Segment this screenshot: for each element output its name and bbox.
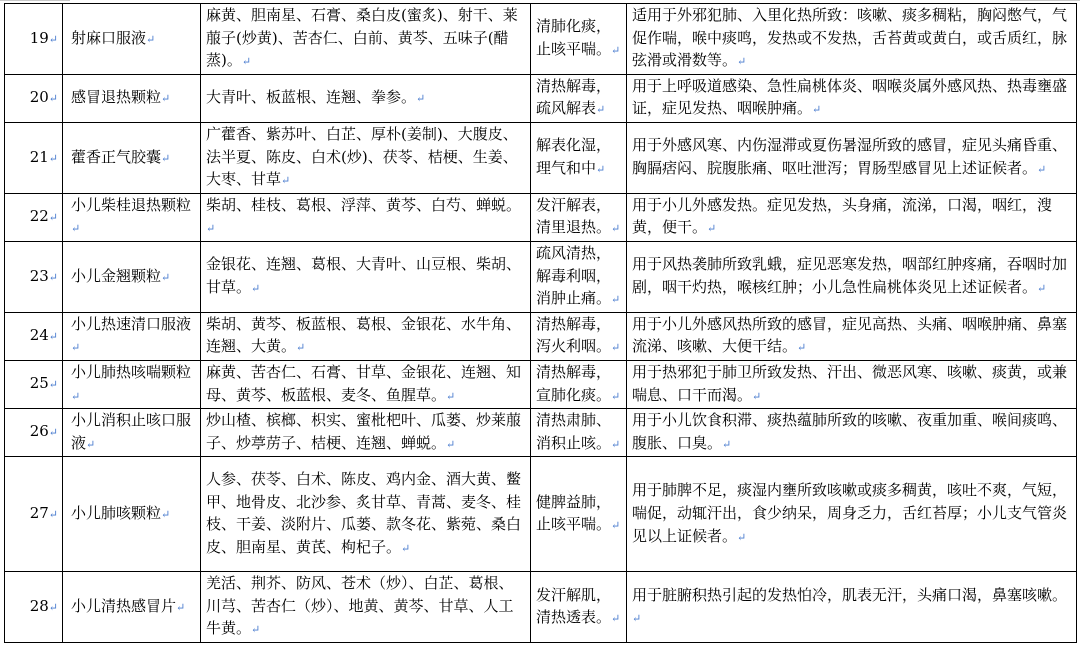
ingredients-cell bbox=[201, 241, 531, 312]
effect-cell bbox=[531, 241, 627, 312]
row-number-cell bbox=[5, 193, 63, 241]
paragraph-mark-icon: ↵ bbox=[161, 92, 171, 106]
effect-text: 发汗解肌，清热透表。 bbox=[536, 585, 612, 627]
paragraph-mark-icon: ↵ bbox=[176, 600, 186, 614]
effect-text: 疏风清热，解毒利咽，消肿止痛。 bbox=[536, 243, 612, 308]
table-row bbox=[5, 241, 1077, 312]
row-number-cell bbox=[5, 122, 63, 193]
effect-cell bbox=[531, 193, 627, 241]
paragraph-mark-icon: ↵ bbox=[611, 43, 621, 57]
paragraph-mark-icon: ↵ bbox=[1037, 162, 1047, 176]
indication-cell bbox=[627, 312, 1077, 360]
row-number-cell bbox=[5, 74, 63, 122]
drug-name: 小儿柴桂退热颗粒 bbox=[71, 195, 192, 214]
paragraph-mark-icon: ↵ bbox=[206, 222, 216, 236]
paragraph-mark-icon: ↵ bbox=[737, 55, 747, 69]
ingredients-cell bbox=[201, 457, 531, 572]
row-number: 21 bbox=[29, 147, 49, 166]
paragraph-mark-icon: ↵ bbox=[611, 519, 621, 533]
row-number-cell bbox=[5, 572, 63, 643]
indication-text: 适用于外邪犯肺、入里化热所致：咳嗽、痰多稠粘，胸闷憋气，气促作喘，喉中痰鸣，发热或不发热，舌苔黄或黄白，或舌质红，脉弦滑或滑数等。 bbox=[632, 6, 1068, 70]
ingredients-text: 人参、茯苓、白术、陈皮、鸡内金、酒大黄、鳖甲、地骨皮、北沙参、炙甘草、青蒿、麦冬、桂枝、干姜、淡附片、瓜蒌、款冬花、紫菀、桑白皮、胆南星、黄芪、枸杞子。 bbox=[206, 470, 522, 556]
paragraph-mark-icon: ↵ bbox=[401, 541, 411, 555]
drug-name: 小儿肺咳颗粒 bbox=[71, 503, 162, 522]
paragraph-mark-icon: ↵ bbox=[146, 32, 156, 46]
row-number-cell bbox=[5, 457, 63, 572]
paragraph-mark-icon: ↵ bbox=[48, 378, 58, 392]
effect-cell bbox=[531, 457, 627, 572]
ingredients-cell bbox=[201, 122, 531, 193]
drug-name: 小儿金翘颗粒 bbox=[71, 266, 162, 285]
indication-cell bbox=[627, 572, 1077, 643]
effect-cell bbox=[531, 4, 627, 75]
row-number: 22 bbox=[29, 207, 49, 226]
ingredients-text: 大青叶、板蓝根、连翘、拳参。 bbox=[206, 88, 417, 107]
paragraph-mark-icon: ↵ bbox=[1037, 281, 1047, 295]
row-number: 24 bbox=[29, 326, 49, 345]
indication-text: 用于小儿饮食积滞、痰热蕴肺所致的咳嗽、夜重加重、喉间痰鸣、腹胀、口臭。 bbox=[632, 411, 1068, 452]
paragraph-mark-icon: ↵ bbox=[161, 270, 171, 284]
paragraph-mark-icon: ↵ bbox=[71, 389, 81, 403]
effect-text: 解表化湿，理气和中 bbox=[536, 136, 612, 177]
paragraph-mark-icon: ↵ bbox=[611, 293, 621, 307]
paragraph-mark-icon: ↵ bbox=[48, 211, 58, 225]
paragraph-mark-icon: ↵ bbox=[722, 437, 732, 451]
ingredients-text: 羌活、荆芥、防风、苍术（炒）、白芷、葛根、川芎、苦杏仁（炒）、地黄、黄芩、甘草、人工牛黄。 bbox=[206, 574, 514, 638]
paragraph-mark-icon: ↵ bbox=[48, 151, 58, 165]
effect-text: 清热解毒，宣肺化痰。 bbox=[536, 362, 612, 404]
drug-name: 藿香正气胶囊 bbox=[71, 147, 162, 166]
row-number: 19 bbox=[29, 28, 49, 47]
paragraph-mark-icon: ↵ bbox=[48, 92, 58, 106]
row-number: 28 bbox=[29, 596, 49, 615]
row-number-cell bbox=[5, 312, 63, 360]
row-number: 25 bbox=[29, 374, 49, 393]
indication-text: 用于小儿外感风热所致的感冒，症见高热、头痛、咽喉肿痛、鼻塞流涕、咳嗽、大便干结。 bbox=[632, 314, 1068, 356]
indication-cell bbox=[627, 241, 1077, 312]
table-row bbox=[5, 572, 1077, 643]
drug-name: 小儿清热感冒片 bbox=[71, 596, 177, 615]
ingredients-text: 麻黄、胆南星、石膏、桑白皮(蜜炙)、射干、莱菔子(炒黄)、苦杏仁、白前、黄芩、五味子(醋蒸)。 bbox=[206, 6, 518, 70]
indication-text: 用于肺脾不足，痰湿内壅所致咳嗽或痰多稠黄，咳吐不爽，气短，喘促，动辄汗出，食少纳呆，周身乏力，舌红苔厚；小儿支气管炎见以上证候者。 bbox=[632, 481, 1068, 545]
paragraph-mark-icon: ↵ bbox=[632, 612, 642, 626]
row-number-cell bbox=[5, 241, 63, 312]
paragraph-mark-icon: ↵ bbox=[611, 222, 621, 236]
indication-text: 用于脏腑积热引起的发热怕冷，肌表无汗，头痛口渴，鼻塞咳嗽。 bbox=[632, 585, 1068, 604]
paragraph-mark-icon: ↵ bbox=[161, 507, 171, 521]
indication-cell bbox=[627, 193, 1077, 241]
paragraph-mark-icon: ↵ bbox=[161, 151, 171, 165]
drug-name-cell bbox=[63, 360, 201, 408]
paragraph-mark-icon: ↵ bbox=[241, 55, 252, 69]
effect-text: 清肺化痰，止咳平喘。 bbox=[536, 17, 612, 58]
indication-cell bbox=[627, 409, 1077, 457]
ingredients-cell bbox=[201, 193, 531, 241]
ingredients-text: 炒山楂、槟榔、枳实、蜜枇杷叶、瓜蒌、炒莱菔子、炒葶苈子、桔梗、连翘、蝉蜕。 bbox=[206, 411, 522, 452]
indication-cell bbox=[627, 74, 1077, 122]
paragraph-mark-icon: ↵ bbox=[48, 270, 58, 284]
drug-name-cell bbox=[63, 193, 201, 241]
paragraph-mark-icon: ↵ bbox=[251, 623, 261, 637]
paragraph-mark-icon: ↵ bbox=[86, 437, 96, 451]
drug-name-cell bbox=[63, 409, 201, 457]
row-number: 20 bbox=[29, 88, 49, 107]
paragraph-mark-icon: ↵ bbox=[416, 92, 426, 106]
ingredients-text: 麻黄、苦杏仁、石膏、甘草、金银花、连翘、知母、黄芩、板蓝根、麦冬、鱼腥草。 bbox=[206, 362, 522, 404]
paragraph-mark-icon: ↵ bbox=[48, 507, 58, 521]
indication-text: 用于热邪犯于肺卫所致发热、汗出、微恶风寒、咳嗽、痰黄，或兼喘息、口干而渴。 bbox=[632, 362, 1068, 404]
effect-text: 清热解毒，疏风解表 bbox=[536, 76, 612, 118]
drug-name: 射麻口服液 bbox=[71, 28, 147, 47]
row-number-cell bbox=[5, 409, 63, 457]
paragraph-mark-icon: ↵ bbox=[596, 103, 606, 117]
row-number: 27 bbox=[29, 503, 49, 522]
row-number: 23 bbox=[29, 266, 49, 285]
indication-cell bbox=[627, 4, 1077, 75]
drug-name-cell bbox=[63, 74, 201, 122]
paragraph-mark-icon: ↵ bbox=[251, 281, 261, 295]
effect-cell bbox=[531, 572, 627, 643]
drug-name-cell bbox=[63, 312, 201, 360]
indication-text: 用于风热袭肺所致乳蛾，症见恶寒发热，咽部红肿疼痛，吞咽时加剧，咽干灼热，喉核红肿；小儿急性扁桃体炎见上述证候者。 bbox=[632, 255, 1068, 296]
ingredients-cell bbox=[201, 360, 531, 408]
ingredients-text: 柴胡、黄芩、板蓝根、葛根、金银花、水牛角、连翘、大黄。 bbox=[206, 314, 522, 356]
paragraph-mark-icon: ↵ bbox=[281, 174, 291, 188]
effect-cell bbox=[531, 312, 627, 360]
paragraph-mark-icon: ↵ bbox=[48, 600, 58, 614]
drug-name-cell bbox=[63, 241, 201, 312]
medicine-table-body bbox=[5, 4, 1077, 643]
indication-text: 用于上呼吸道感染、急性扁桃体炎、咽喉炎属外感风热、热毒壅盛证，症见发热、咽喉肿痛。 bbox=[632, 76, 1068, 118]
paragraph-mark-icon: ↵ bbox=[48, 426, 58, 440]
ingredients-text: 柴胡、桂枝、葛根、浮萍、黄芩、白芍、蝉蜕。 bbox=[206, 195, 522, 214]
drug-name: 小儿热速清口服液 bbox=[71, 314, 192, 333]
paragraph-mark-icon: ↵ bbox=[596, 162, 606, 176]
indication-text: 用于外感风寒、内伤湿滞或夏伤暑湿所致的感冒，症见头痛昏重、胸膈痞闷、脘腹胀痛、呕吐泄泻；胃肠型感冒见上述证候者。 bbox=[632, 136, 1068, 177]
paragraph-mark-icon: ↵ bbox=[797, 341, 807, 355]
paragraph-mark-icon: ↵ bbox=[71, 222, 81, 236]
drug-name-cell bbox=[63, 4, 201, 75]
paragraph-mark-icon: ↵ bbox=[752, 389, 762, 403]
drug-name: 小儿消积止咳口服液 bbox=[71, 411, 192, 452]
table-row bbox=[5, 122, 1077, 193]
paragraph-mark-icon: ↵ bbox=[812, 103, 822, 117]
drug-name-cell bbox=[63, 122, 201, 193]
row-number-cell bbox=[5, 360, 63, 408]
paragraph-mark-icon: ↵ bbox=[446, 389, 456, 403]
table-row bbox=[5, 312, 1077, 360]
indication-text: 用于小儿外感发热。症见发热，头身痛，流涕，口渴，咽红，溲黄，便干。 bbox=[632, 195, 1053, 237]
effect-cell bbox=[531, 74, 627, 122]
table-row bbox=[5, 193, 1077, 241]
indication-cell bbox=[627, 122, 1077, 193]
table-row bbox=[5, 457, 1077, 572]
effect-cell bbox=[531, 409, 627, 457]
effect-text: 清热肃肺、消积止咳。 bbox=[536, 411, 612, 452]
paragraph-mark-icon: ↵ bbox=[611, 437, 621, 451]
drug-name: 小儿肺热咳喘颗粒 bbox=[71, 362, 192, 381]
drug-name-cell bbox=[63, 457, 201, 572]
paragraph-mark-icon: ↵ bbox=[611, 389, 621, 403]
ingredients-cell bbox=[201, 312, 531, 360]
table-row bbox=[5, 409, 1077, 457]
paragraph-mark-icon: ↵ bbox=[611, 341, 621, 355]
page-edge-mark-right bbox=[1010, 0, 1080, 1]
effect-text: 健脾益肺，止咳平喘。 bbox=[536, 492, 612, 534]
row-number: 26 bbox=[29, 422, 49, 441]
ingredients-text: 广藿香、紫苏叶、白芷、厚朴(姜制)、大腹皮、法半夏、陈皮、白术(炒)、茯苓、桔梗、生姜、大枣、甘草 bbox=[206, 124, 518, 189]
indication-cell bbox=[627, 457, 1077, 572]
effect-cell bbox=[531, 122, 627, 193]
medicine-table bbox=[4, 3, 1077, 643]
effect-text: 发汗解表，清里退热。 bbox=[536, 195, 612, 237]
ingredients-cell bbox=[201, 74, 531, 122]
paragraph-mark-icon: ↵ bbox=[48, 330, 58, 344]
row-number-cell bbox=[5, 4, 63, 75]
ingredients-text: 金银花、连翘、葛根、大青叶、山豆根、柴胡、甘草。 bbox=[206, 255, 522, 296]
drug-name-cell bbox=[63, 572, 201, 643]
indication-cell bbox=[627, 360, 1077, 408]
ingredients-cell bbox=[201, 4, 531, 75]
table-row bbox=[5, 4, 1077, 75]
table-row bbox=[5, 360, 1077, 408]
paragraph-mark-icon: ↵ bbox=[707, 222, 717, 236]
drug-name: 感冒退热颗粒 bbox=[71, 88, 162, 107]
effect-cell bbox=[531, 360, 627, 408]
paragraph-mark-icon: ↵ bbox=[611, 612, 621, 626]
effect-text: 清热解毒，泻火利咽。 bbox=[536, 314, 612, 356]
page-edge-mark-left bbox=[0, 0, 70, 1]
ingredients-cell bbox=[201, 409, 531, 457]
paragraph-mark-icon: ↵ bbox=[48, 32, 58, 46]
ingredients-cell bbox=[201, 572, 531, 643]
paragraph-mark-icon: ↵ bbox=[737, 530, 747, 544]
paragraph-mark-icon: ↵ bbox=[446, 437, 456, 451]
table-row bbox=[5, 74, 1077, 122]
paragraph-mark-icon: ↵ bbox=[71, 341, 81, 355]
paragraph-mark-icon: ↵ bbox=[296, 341, 306, 355]
